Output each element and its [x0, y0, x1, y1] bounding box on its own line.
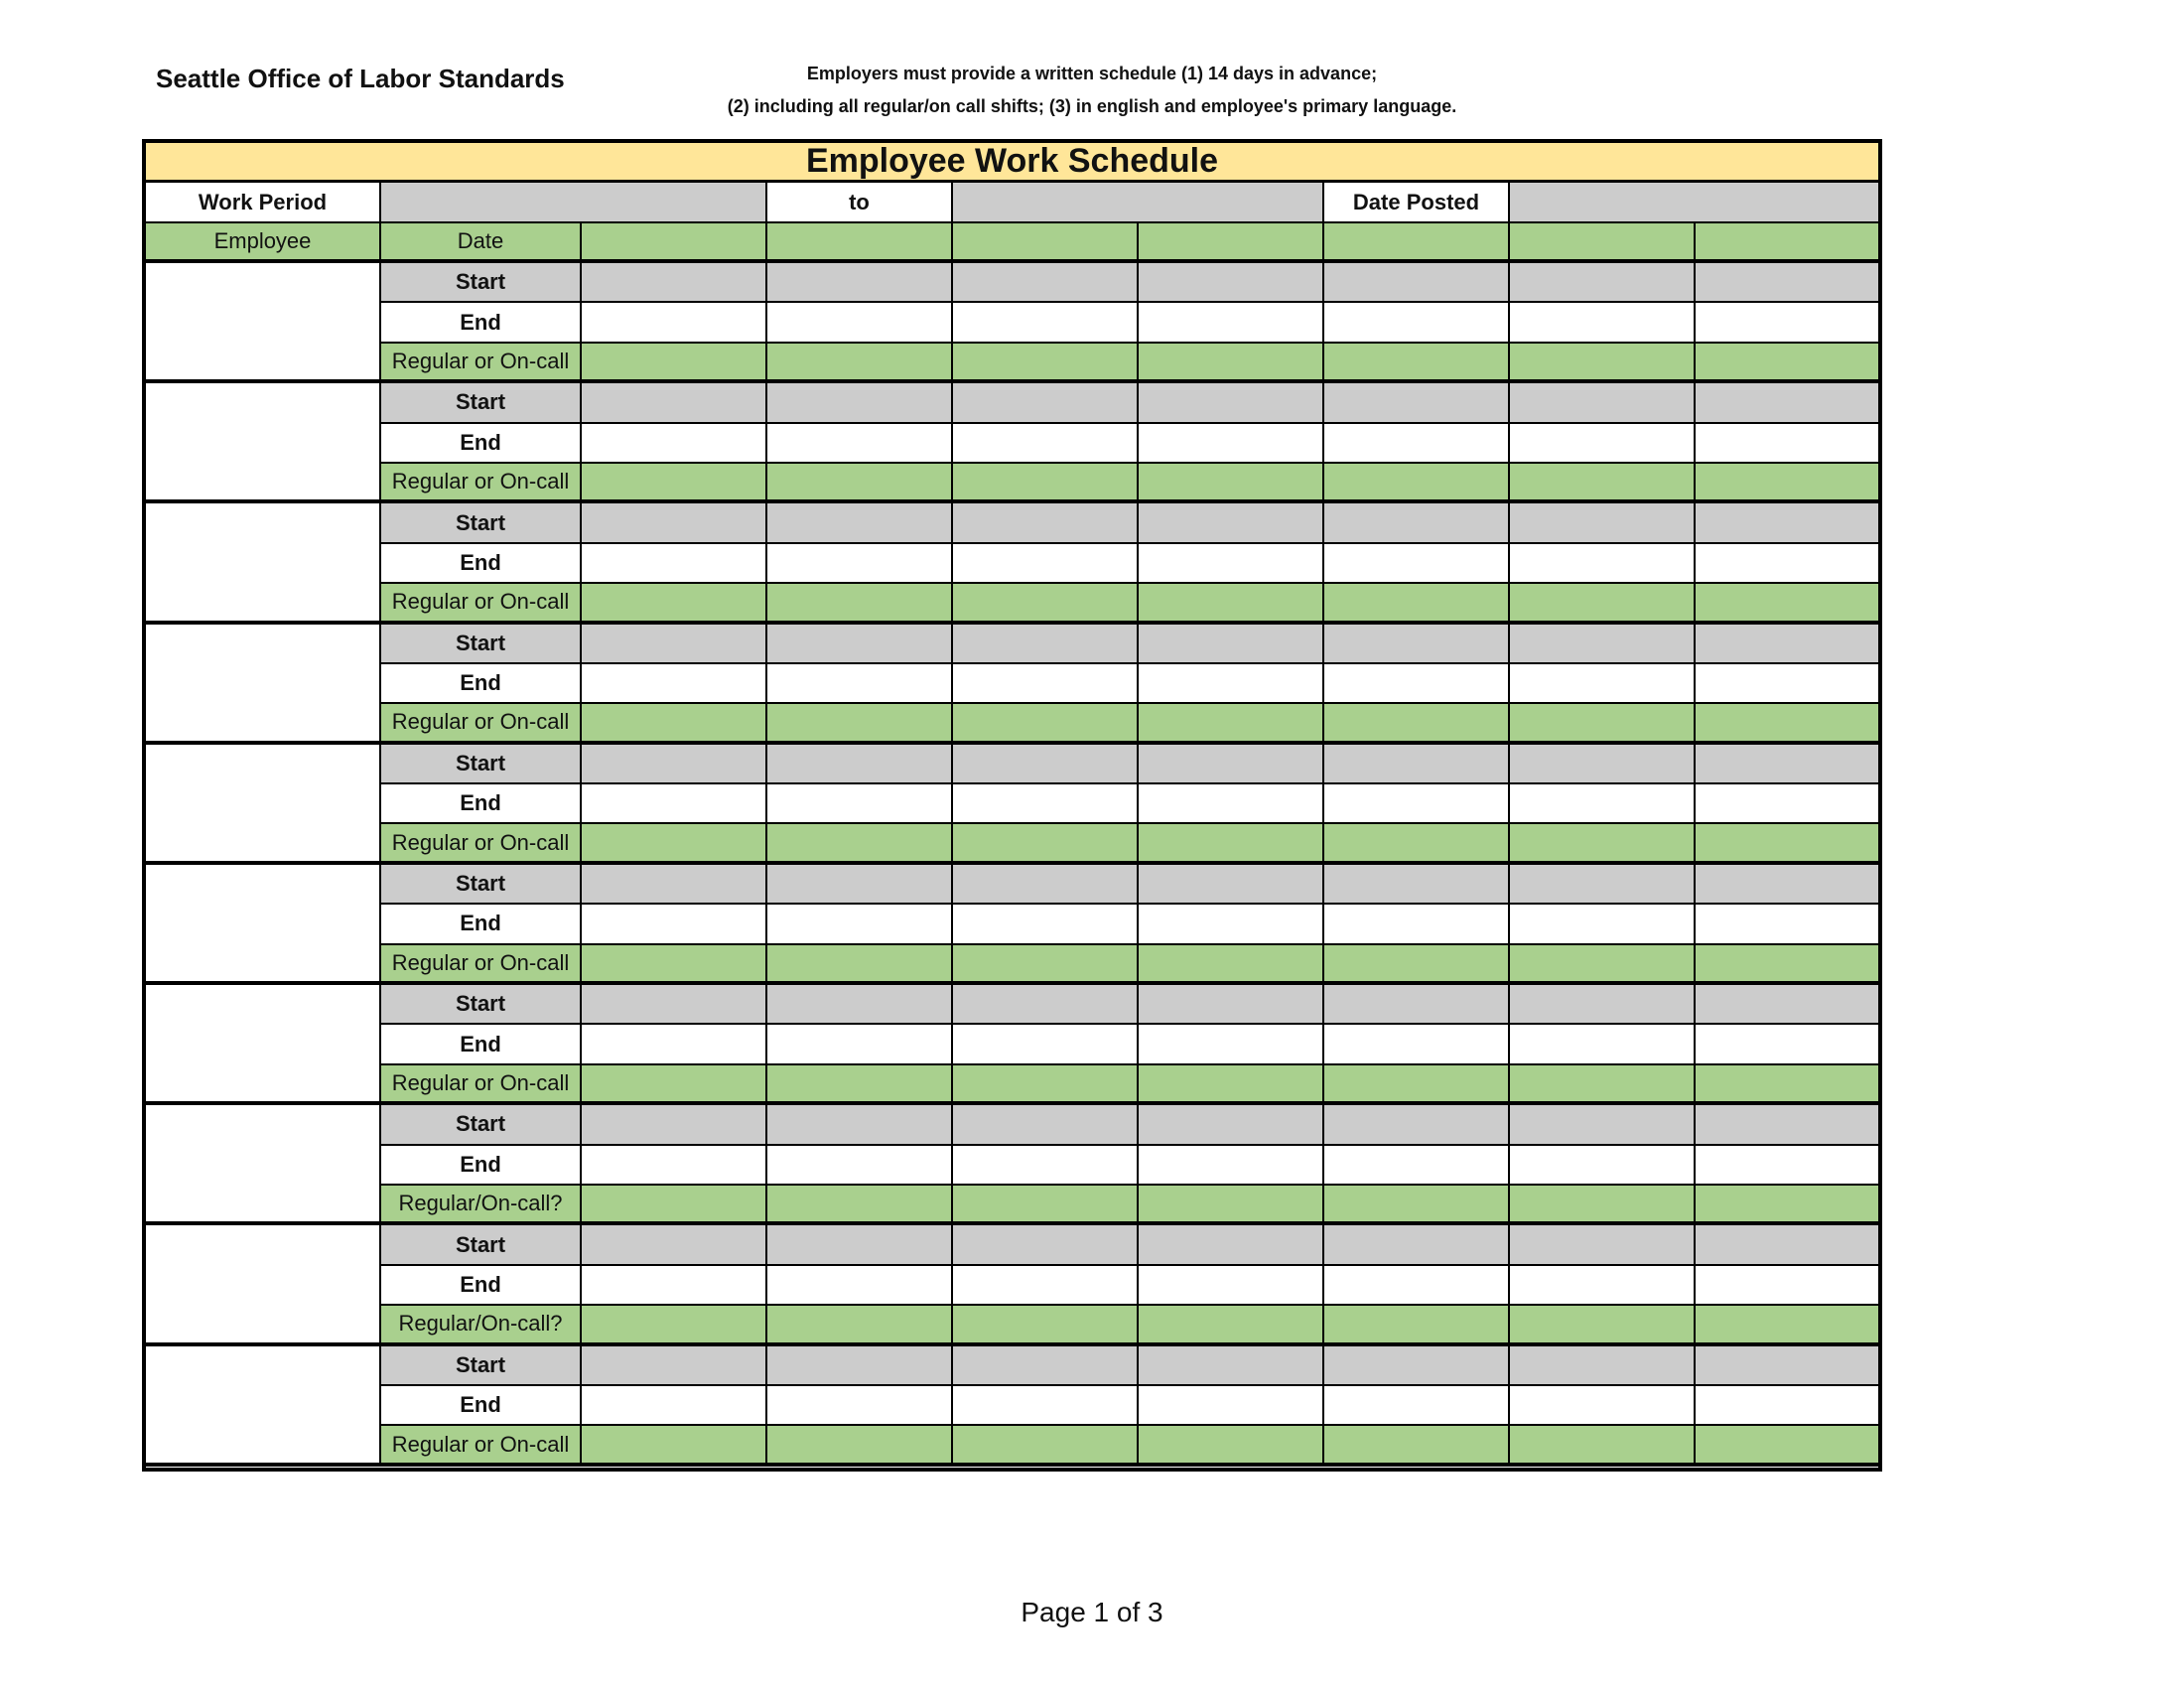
shift-type-time-field[interactable] — [953, 945, 1139, 985]
start-time-field[interactable] — [1324, 263, 1510, 303]
shift-type-time-field[interactable] — [1139, 344, 1324, 383]
start-time-field[interactable] — [953, 383, 1139, 423]
start-time-field[interactable] — [767, 625, 953, 664]
shift-type-time-field[interactable] — [1696, 704, 1878, 744]
shift-type-time-field[interactable] — [1139, 704, 1324, 744]
date-field[interactable] — [582, 223, 767, 263]
work-period-start-field[interactable] — [381, 183, 767, 223]
end-time-field[interactable] — [1510, 1386, 1696, 1426]
start-time-field[interactable] — [953, 865, 1139, 905]
start-time-field[interactable] — [582, 745, 767, 784]
end-label: End — [381, 784, 582, 824]
end-time-field[interactable] — [582, 544, 767, 584]
shift-type-time-field[interactable] — [582, 584, 767, 624]
date-posted-label: Date Posted — [1324, 183, 1510, 223]
end-time-field[interactable] — [1324, 905, 1510, 944]
shift-type-time-field[interactable] — [1510, 945, 1696, 985]
shift-type-time-field[interactable] — [953, 464, 1139, 503]
end-time-field[interactable] — [1510, 1146, 1696, 1186]
end-time-field[interactable] — [1510, 905, 1696, 944]
start-time-field[interactable] — [1139, 745, 1324, 784]
notice-line-1: Employers must provide a written schedule (1) 14 days in advance; — [806, 64, 1378, 83]
start-time-field[interactable] — [582, 625, 767, 664]
shift-type-time-field[interactable] — [1510, 1426, 1696, 1466]
end-label: End — [381, 905, 582, 944]
end-time-field[interactable] — [1324, 424, 1510, 464]
shift-type-label: Regular or On-call — [381, 704, 582, 744]
start-time-field[interactable] — [1696, 625, 1878, 664]
end-time-field[interactable] — [953, 544, 1139, 584]
shift-type-time-field[interactable] — [582, 1306, 767, 1345]
end-label: End — [381, 544, 582, 584]
end-time-field[interactable] — [953, 1146, 1139, 1186]
start-time-field[interactable] — [1324, 1225, 1510, 1265]
shift-type-time-field[interactable] — [1324, 464, 1510, 503]
start-time-field[interactable] — [767, 865, 953, 905]
shift-type-time-field[interactable] — [1510, 824, 1696, 864]
start-label: Start — [381, 503, 582, 543]
end-time-field[interactable] — [1139, 303, 1324, 343]
shift-type-time-field[interactable] — [582, 1065, 767, 1105]
end-time-field[interactable] — [582, 664, 767, 704]
start-label: Start — [381, 745, 582, 784]
start-time-field[interactable] — [1510, 1105, 1696, 1145]
end-time-field[interactable] — [1139, 664, 1324, 704]
start-time-field[interactable] — [1510, 985, 1696, 1025]
start-time-field[interactable] — [1324, 1105, 1510, 1145]
start-time-field[interactable] — [1510, 1225, 1696, 1265]
date-field[interactable] — [1324, 223, 1510, 263]
start-time-field[interactable] — [953, 625, 1139, 664]
end-time-field[interactable] — [582, 303, 767, 343]
start-time-field[interactable] — [767, 1225, 953, 1265]
shift-type-time-field[interactable] — [1324, 1065, 1510, 1105]
end-label: End — [381, 1025, 582, 1064]
shift-type-time-field[interactable] — [1324, 344, 1510, 383]
shift-type-time-field[interactable] — [1139, 945, 1324, 985]
date-field[interactable] — [767, 223, 953, 263]
shift-type-time-field[interactable] — [953, 1065, 1139, 1105]
date-field[interactable] — [1510, 223, 1696, 263]
shift-type-time-field[interactable] — [1696, 1426, 1878, 1466]
shift-type-time-field[interactable] — [767, 1306, 953, 1345]
shift-type-time-field[interactable] — [1139, 1065, 1324, 1105]
end-label: End — [381, 303, 582, 343]
end-time-field[interactable] — [1510, 1025, 1696, 1064]
shift-type-time-field[interactable] — [1510, 1065, 1696, 1105]
start-time-field[interactable] — [1324, 383, 1510, 423]
end-time-field[interactable] — [1696, 784, 1878, 824]
shift-type-time-field[interactable] — [1510, 464, 1696, 503]
start-time-field[interactable] — [1139, 865, 1324, 905]
end-time-field[interactable] — [767, 303, 953, 343]
end-time-field[interactable] — [582, 1025, 767, 1064]
start-time-field[interactable] — [1696, 263, 1878, 303]
shift-type-time-field[interactable] — [767, 945, 953, 985]
end-time-field[interactable] — [1139, 424, 1324, 464]
shift-type-time-field[interactable] — [1510, 1186, 1696, 1225]
end-time-field[interactable] — [1696, 424, 1878, 464]
employee-name-field[interactable] — [146, 625, 381, 745]
end-time-field[interactable] — [767, 424, 953, 464]
employee-name-field[interactable] — [146, 1225, 381, 1345]
start-time-field[interactable] — [582, 1105, 767, 1145]
shift-type-time-field[interactable] — [1324, 704, 1510, 744]
shift-type-time-field[interactable] — [1510, 704, 1696, 744]
shift-type-time-field[interactable] — [953, 344, 1139, 383]
schedule-notice — [655, 58, 1529, 123]
shift-type-time-field[interactable] — [1324, 1426, 1510, 1466]
start-time-field[interactable] — [767, 1105, 953, 1145]
shift-type-time-field[interactable] — [1696, 1065, 1878, 1105]
shift-type-time-field[interactable] — [953, 1186, 1139, 1225]
shift-type-time-field[interactable] — [1696, 584, 1878, 624]
end-time-field[interactable] — [1696, 1386, 1878, 1426]
end-time-field[interactable] — [953, 664, 1139, 704]
start-time-field[interactable] — [1696, 745, 1878, 784]
end-time-field[interactable] — [767, 905, 953, 944]
end-time-field[interactable] — [767, 1266, 953, 1306]
shift-type-time-field[interactable] — [1510, 344, 1696, 383]
end-time-field[interactable] — [1510, 544, 1696, 584]
shift-type-time-field[interactable] — [953, 1306, 1139, 1345]
shift-type-label: Regular/On-call? — [381, 1306, 582, 1345]
shift-type-time-field[interactable] — [1324, 584, 1510, 624]
start-time-field[interactable] — [953, 1346, 1139, 1386]
start-time-field[interactable] — [953, 985, 1139, 1025]
shift-type-time-field[interactable] — [1696, 1306, 1878, 1345]
start-time-field[interactable] — [767, 503, 953, 543]
employee-name-field[interactable] — [146, 745, 381, 865]
employee-name-field[interactable] — [146, 985, 381, 1105]
start-time-field[interactable] — [1696, 1225, 1878, 1265]
end-time-field[interactable] — [953, 784, 1139, 824]
end-time-field[interactable] — [953, 1025, 1139, 1064]
start-time-field[interactable] — [1696, 865, 1878, 905]
end-time-field[interactable] — [1510, 1266, 1696, 1306]
shift-type-time-field[interactable] — [1510, 584, 1696, 624]
page-number: Page 1 of 3 — [1021, 1597, 1163, 1627]
start-time-field[interactable] — [1696, 985, 1878, 1025]
end-time-field[interactable] — [1324, 544, 1510, 584]
end-time-field[interactable] — [1696, 664, 1878, 704]
start-time-field[interactable] — [953, 503, 1139, 543]
end-time-field[interactable] — [767, 1025, 953, 1064]
end-time-field[interactable] — [582, 1386, 767, 1426]
end-time-field[interactable] — [953, 1386, 1139, 1426]
end-time-field[interactable] — [1324, 1146, 1510, 1186]
end-label: End — [381, 1386, 582, 1426]
shift-type-time-field[interactable] — [1696, 344, 1878, 383]
end-time-field[interactable] — [1324, 664, 1510, 704]
shift-type-label: Regular or On-call — [381, 1065, 582, 1105]
start-label: Start — [381, 865, 582, 905]
shift-type-time-field[interactable] — [767, 1426, 953, 1466]
end-time-field[interactable] — [953, 905, 1139, 944]
employee-name-field[interactable] — [146, 503, 381, 624]
end-time-field[interactable] — [1139, 544, 1324, 584]
end-time-field[interactable] — [1696, 905, 1878, 944]
end-label: End — [381, 664, 582, 704]
start-label: Start — [381, 263, 582, 303]
start-time-field[interactable] — [582, 263, 767, 303]
start-time-field[interactable] — [1139, 1225, 1324, 1265]
end-time-field[interactable] — [953, 303, 1139, 343]
start-time-field[interactable] — [1139, 1105, 1324, 1145]
end-time-field[interactable] — [1696, 544, 1878, 584]
date-field[interactable] — [953, 223, 1139, 263]
end-label: End — [381, 1266, 582, 1306]
end-time-field[interactable] — [1510, 303, 1696, 343]
end-time-field[interactable] — [582, 424, 767, 464]
start-time-field[interactable] — [953, 263, 1139, 303]
date-field[interactable] — [1139, 223, 1324, 263]
shift-type-label: Regular or On-call — [381, 464, 582, 503]
organization-title: Seattle Office of Labor Standards — [156, 64, 565, 93]
end-time-field[interactable] — [582, 1146, 767, 1186]
shift-type-time-field[interactable] — [582, 1186, 767, 1225]
shift-type-time-field[interactable] — [1510, 1306, 1696, 1345]
end-time-field[interactable] — [767, 544, 953, 584]
shift-type-time-field[interactable] — [1324, 824, 1510, 864]
end-time-field[interactable] — [1139, 1025, 1324, 1064]
start-time-field[interactable] — [1324, 985, 1510, 1025]
end-time-field[interactable] — [1510, 424, 1696, 464]
start-time-field[interactable] — [1139, 625, 1324, 664]
shift-type-time-field[interactable] — [953, 704, 1139, 744]
schedule-title: Employee Work Schedule — [146, 143, 1878, 183]
shift-type-time-field[interactable] — [582, 344, 767, 383]
shift-type-time-field[interactable] — [582, 1426, 767, 1466]
date-header: Date — [381, 223, 582, 263]
shift-type-time-field[interactable] — [1696, 945, 1878, 985]
employee-name-field[interactable] — [146, 1346, 381, 1467]
start-time-field[interactable] — [582, 503, 767, 543]
start-time-field[interactable] — [767, 985, 953, 1025]
end-time-field[interactable] — [1324, 1266, 1510, 1306]
start-label: Start — [381, 625, 582, 664]
start-time-field[interactable] — [1696, 383, 1878, 423]
start-time-field[interactable] — [1139, 383, 1324, 423]
shift-type-label: Regular or On-call — [381, 344, 582, 383]
shift-type-label: Regular or On-call — [381, 584, 582, 624]
work-period-label: Work Period — [146, 183, 381, 223]
end-time-field[interactable] — [1696, 1025, 1878, 1064]
shift-type-time-field[interactable] — [767, 1186, 953, 1225]
date-field[interactable] — [1696, 223, 1878, 263]
shift-type-time-field[interactable] — [1324, 1186, 1510, 1225]
start-time-field[interactable] — [1696, 503, 1878, 543]
start-time-field[interactable] — [1139, 1346, 1324, 1386]
start-time-field[interactable] — [767, 263, 953, 303]
start-time-field[interactable] — [1324, 503, 1510, 543]
end-time-field[interactable] — [1139, 1386, 1324, 1426]
work-period-end-field[interactable] — [953, 183, 1324, 223]
shift-type-label: Regular/On-call? — [381, 1186, 582, 1225]
end-time-field[interactable] — [1324, 1025, 1510, 1064]
end-time-field[interactable] — [1139, 1146, 1324, 1186]
shift-type-time-field[interactable] — [1139, 584, 1324, 624]
shift-type-time-field[interactable] — [1139, 1426, 1324, 1466]
start-time-field[interactable] — [1510, 1346, 1696, 1386]
shift-type-time-field[interactable] — [1696, 464, 1878, 503]
end-time-field[interactable] — [1510, 664, 1696, 704]
shift-type-time-field[interactable] — [767, 704, 953, 744]
start-time-field[interactable] — [1324, 745, 1510, 784]
start-time-field[interactable] — [1324, 625, 1510, 664]
start-time-field[interactable] — [953, 1225, 1139, 1265]
end-time-field[interactable] — [1139, 784, 1324, 824]
shift-type-time-field[interactable] — [767, 584, 953, 624]
start-time-field[interactable] — [582, 865, 767, 905]
end-time-field[interactable] — [1696, 303, 1878, 343]
shift-type-time-field[interactable] — [1324, 945, 1510, 985]
shift-type-time-field[interactable] — [953, 584, 1139, 624]
start-time-field[interactable] — [953, 745, 1139, 784]
shift-type-time-field[interactable] — [1139, 464, 1324, 503]
notice-line-2: (2) including all regular/on call shifts; (3) in english and employee's primary language. — [727, 96, 1457, 116]
start-label: Start — [381, 985, 582, 1025]
start-time-field[interactable] — [767, 745, 953, 784]
work-schedule-table — [142, 139, 1882, 1472]
end-time-field[interactable] — [1696, 1146, 1878, 1186]
end-label: End — [381, 424, 582, 464]
shift-type-time-field[interactable] — [767, 344, 953, 383]
employee-name-field[interactable] — [146, 865, 381, 985]
start-time-field[interactable] — [1139, 503, 1324, 543]
shift-type-time-field[interactable] — [953, 1426, 1139, 1466]
start-label: Start — [381, 383, 582, 423]
start-time-field[interactable] — [1510, 865, 1696, 905]
start-time-field[interactable] — [1510, 383, 1696, 423]
end-time-field[interactable] — [767, 664, 953, 704]
shift-type-time-field[interactable] — [767, 464, 953, 503]
start-label: Start — [381, 1225, 582, 1265]
start-time-field[interactable] — [1510, 745, 1696, 784]
employee-name-field[interactable] — [146, 1105, 381, 1225]
end-time-field[interactable] — [582, 905, 767, 944]
start-time-field[interactable] — [582, 985, 767, 1025]
start-time-field[interactable] — [582, 383, 767, 423]
start-time-field[interactable] — [1510, 263, 1696, 303]
end-time-field[interactable] — [1139, 905, 1324, 944]
start-label: Start — [381, 1105, 582, 1145]
end-time-field[interactable] — [1510, 784, 1696, 824]
shift-type-time-field[interactable] — [1139, 1306, 1324, 1345]
start-time-field[interactable] — [1510, 625, 1696, 664]
shift-type-time-field[interactable] — [582, 945, 767, 985]
start-time-field[interactable] — [767, 1346, 953, 1386]
end-time-field[interactable] — [953, 424, 1139, 464]
shift-type-time-field[interactable] — [1696, 1186, 1878, 1225]
start-time-field[interactable] — [1324, 865, 1510, 905]
employee-name-field[interactable] — [146, 263, 381, 383]
end-time-field[interactable] — [1324, 303, 1510, 343]
shift-type-time-field[interactable] — [582, 704, 767, 744]
end-label: End — [381, 1146, 582, 1186]
shift-type-time-field[interactable] — [1139, 1186, 1324, 1225]
start-time-field[interactable] — [1696, 1346, 1878, 1386]
end-time-field[interactable] — [953, 1266, 1139, 1306]
end-time-field[interactable] — [1139, 1266, 1324, 1306]
end-time-field[interactable] — [767, 1386, 953, 1426]
shift-type-label: Regular or On-call — [381, 1426, 582, 1466]
employee-header: Employee — [146, 223, 381, 263]
shift-type-label: Regular or On-call — [381, 945, 582, 985]
end-time-field[interactable] — [1696, 1266, 1878, 1306]
start-label: Start — [381, 1346, 582, 1386]
shift-type-label: Regular or On-call — [381, 824, 582, 864]
start-time-field[interactable] — [1324, 1346, 1510, 1386]
end-time-field[interactable] — [1324, 1386, 1510, 1426]
end-time-field[interactable] — [1324, 784, 1510, 824]
shift-type-time-field[interactable] — [1324, 1306, 1510, 1345]
shift-type-time-field[interactable] — [767, 824, 953, 864]
end-time-field[interactable] — [582, 784, 767, 824]
end-time-field[interactable] — [767, 1146, 953, 1186]
start-time-field[interactable] — [582, 1346, 767, 1386]
shift-type-time-field[interactable] — [1139, 824, 1324, 864]
employee-name-field[interactable] — [146, 383, 381, 503]
shift-type-time-field[interactable] — [953, 824, 1139, 864]
end-time-field[interactable] — [767, 784, 953, 824]
start-time-field[interactable] — [1139, 263, 1324, 303]
to-label: to — [767, 183, 953, 223]
end-time-field[interactable] — [582, 1266, 767, 1306]
date-posted-field[interactable] — [1510, 183, 1878, 223]
start-time-field[interactable] — [1696, 1105, 1878, 1145]
start-time-field[interactable] — [953, 1105, 1139, 1145]
shift-type-time-field[interactable] — [582, 824, 767, 864]
shift-type-time-field[interactable] — [582, 464, 767, 503]
start-time-field[interactable] — [582, 1225, 767, 1265]
start-time-field[interactable] — [767, 383, 953, 423]
shift-type-time-field[interactable] — [1696, 824, 1878, 864]
start-time-field[interactable] — [1510, 503, 1696, 543]
start-time-field[interactable] — [1139, 985, 1324, 1025]
shift-type-time-field[interactable] — [767, 1065, 953, 1105]
